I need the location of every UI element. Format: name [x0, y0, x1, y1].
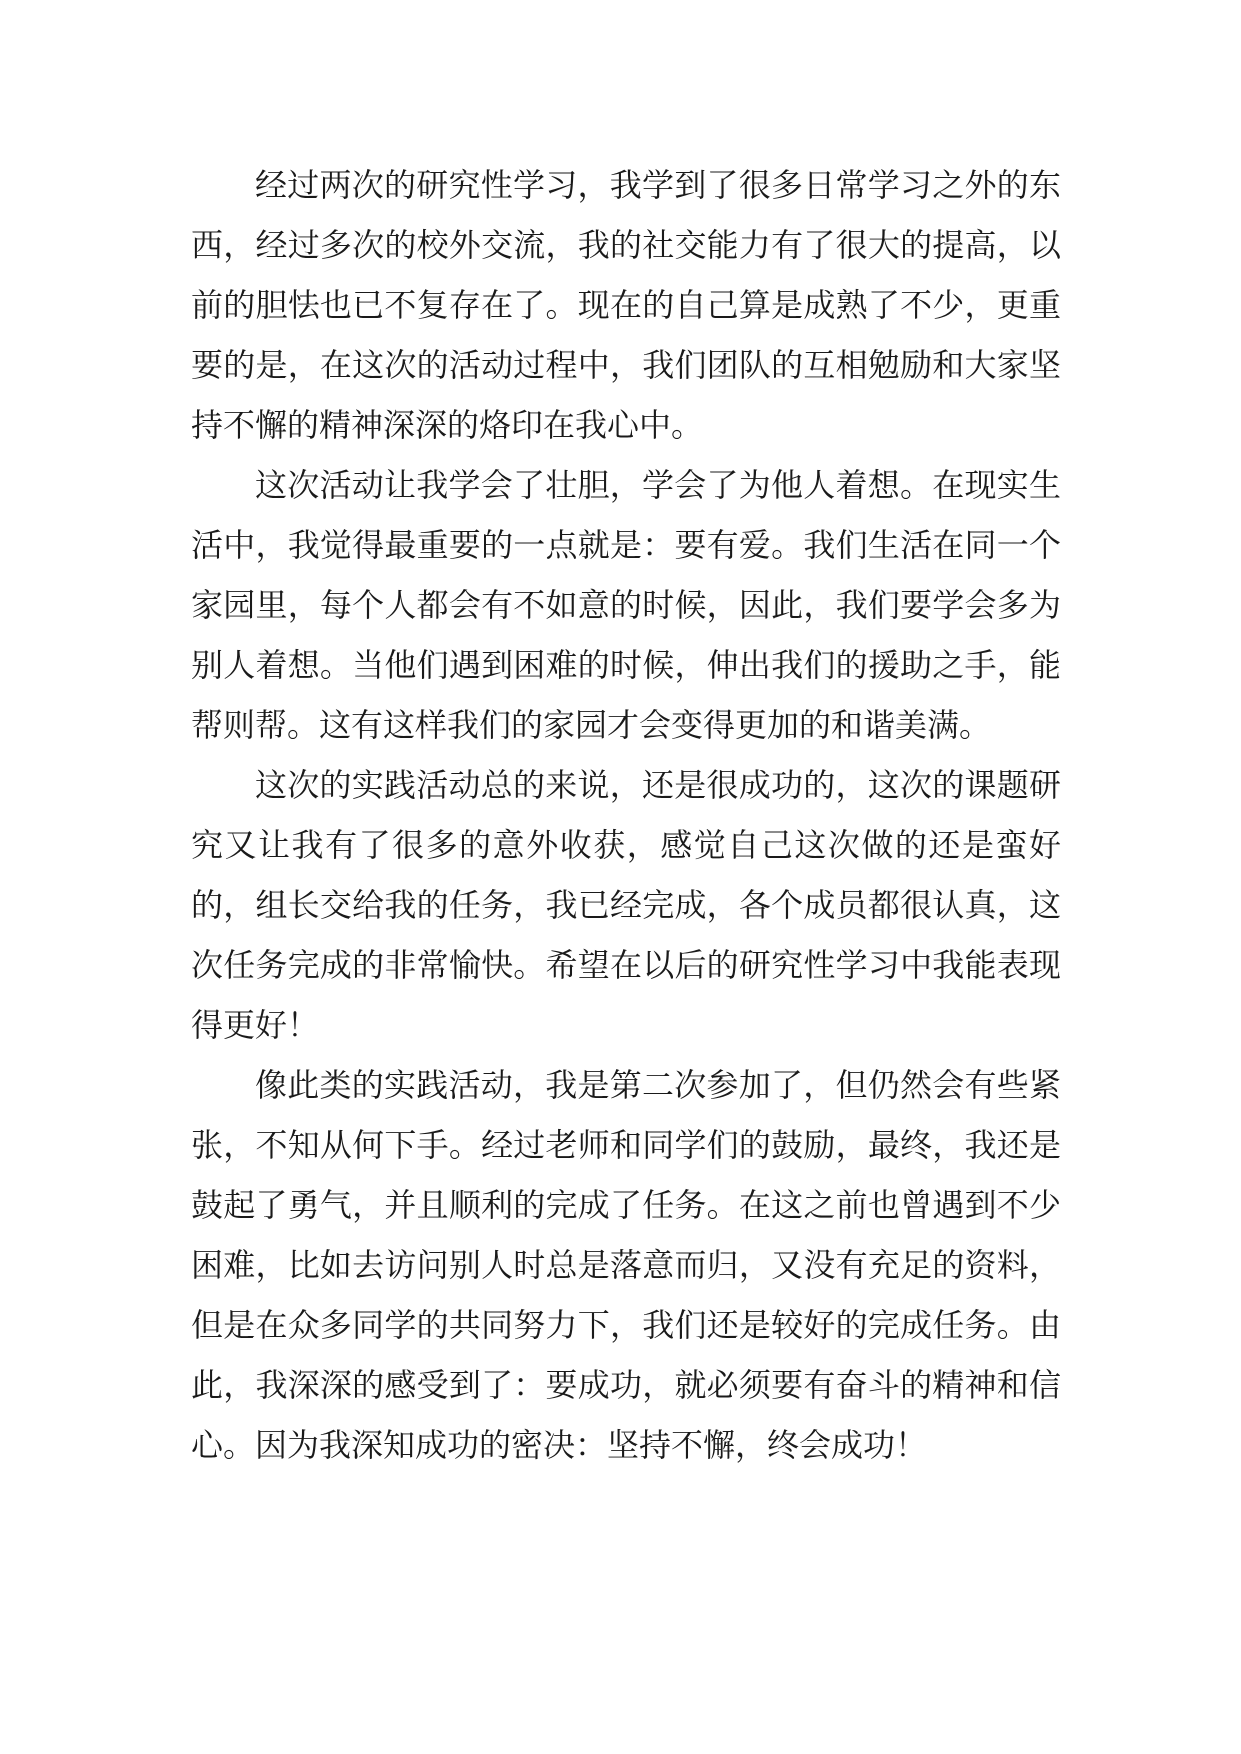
paragraph-4: 像此类的实践活动，我是第二次参加了，但仍然会有些紧张，不知从何下手。经过老师和同学们的鼓励，最终，我还是鼓起了勇气，并且顺利的完成了任务。在这之前也曾遇到不少困难，比如去访问别人时总是落意而归，又没有充足的资料，但是在众多同学的共同努力下，我们还是较好的完成任务。由此，我深深的感受到了：要成功，就必须要有奋斗的精神和信心。因为我深知成功的密决：坚持不懈，终会成功！ — [191, 1066, 1061, 1464]
paragraph-1: 经过两次的研究性学习，我学到了很多日常学习之外的东西，经过多次的校外交流，我的社交能力有了很大的提高，以前的胆怯也已不复存在了。现在的自己算是成熟了不少，更重要的是，在这次的活动过程中，我们团队的互相勉励和大家坚持不懈的精神深深的烙印在我心中。 — [191, 166, 1061, 444]
paragraph-3: 这次的实践活动总的来说，还是很成功的，这次的课题研究又让我有了很多的意外收获，感觉自己这次做的还是蛮好的，组长交给我的任务，我已经完成，各个成员都很认真，这次任务完成的非常愉快。希望在以后的研究性学习中我能表现得更好！ — [191, 766, 1061, 1044]
paragraph-2: 这次活动让我学会了壮胆，学会了为他人着想。在现实生活中，我觉得最重要的一点就是：要有爱。我们生活在同一个家园里，每个人都会有不如意的时候，因此，我们要学会多为别人着想。当他们遇到困难的时候，伸出我们的援助之手，能帮则帮。这有这样我们的家园才会变得更加的和谐美满。 — [191, 466, 1061, 744]
document-body — [191, 155, 1061, 1475]
